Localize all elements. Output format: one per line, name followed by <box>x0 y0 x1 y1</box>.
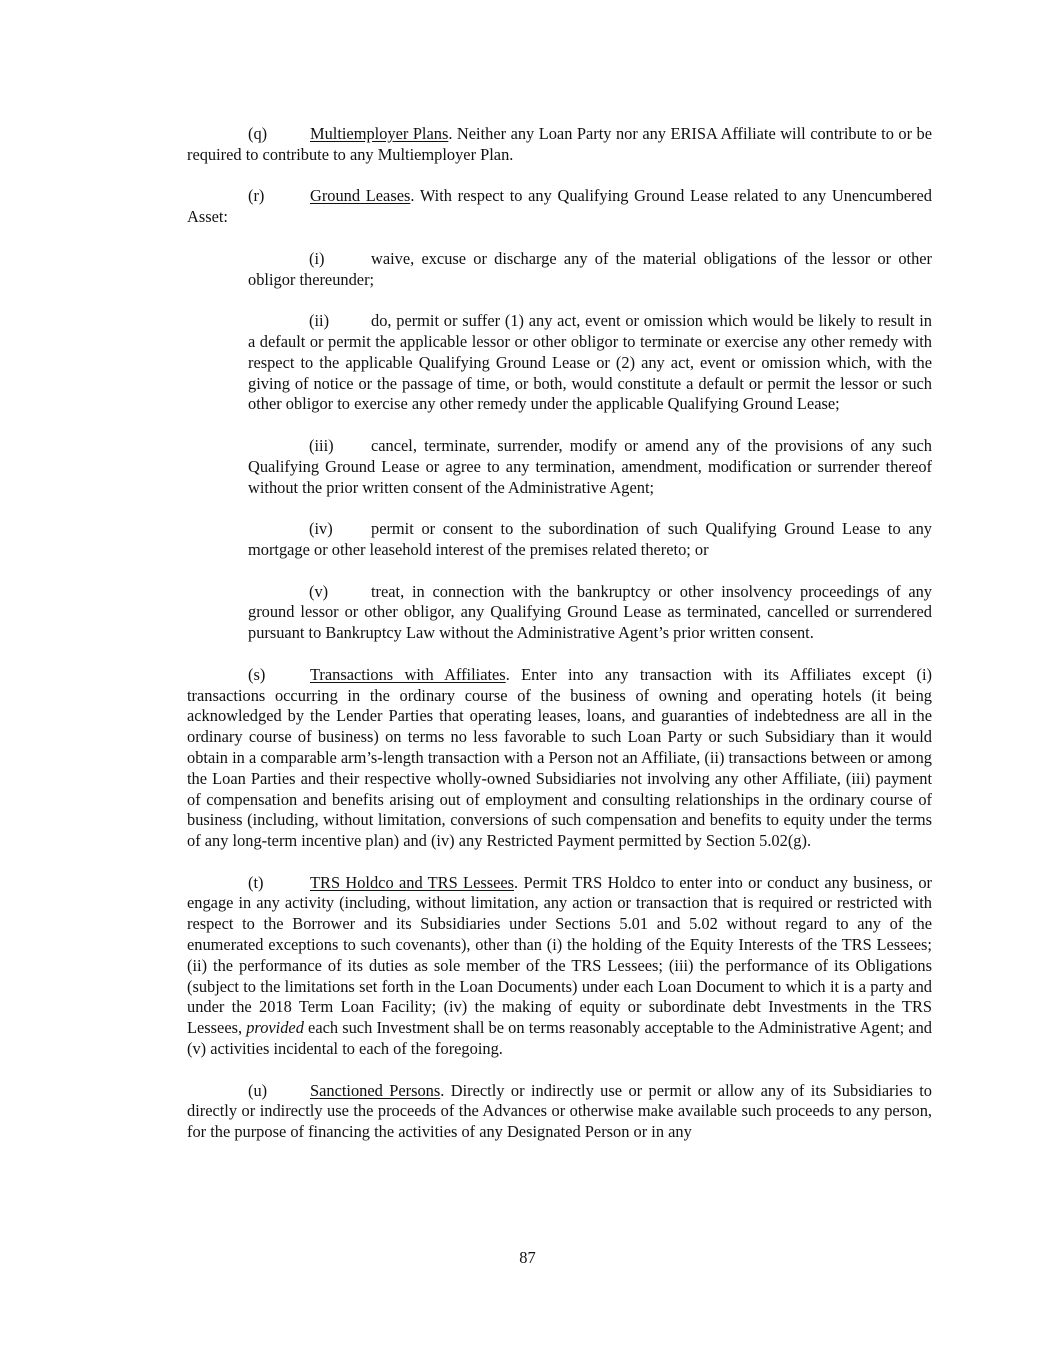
section-s <box>187 665 932 852</box>
page-number: 87 <box>519 1248 536 1267</box>
subsection-label: (ii) <box>309 311 330 331</box>
section-q <box>187 124 932 166</box>
section-text: . Neither any Loan Party nor any ERISA Affiliate will contribute to or be required to contribute to any Multiemployer Plan. <box>187 124 932 164</box>
section-t <box>187 873 932 1060</box>
section-heading: Sanctioned Persons <box>310 1080 441 1100</box>
subsection-text: treat, in connection with the bankruptcy or other insolvency proceedings of any ground lessor or other obligor, any Qualifying Ground Lease as terminated, cancelled or surrendered pursuant to Bankruptcy Law without the Administrative Agent’s prior written consent. <box>248 581 932 643</box>
subsection-iv <box>248 519 932 561</box>
subsection-i <box>248 249 932 291</box>
subsection-label: (v) <box>309 581 329 601</box>
section-heading: TRS Holdco and TRS Lessees <box>310 872 515 892</box>
section-label: (s) <box>248 664 266 684</box>
subsection-label: (iii) <box>309 435 334 455</box>
subsection-label: (iv) <box>309 519 333 539</box>
section-text: . Permit TRS Holdco to enter into or conduct any business, or engage in any activity (including, without limitation, any action or transaction that is required or restricted with respect to the Borrower and its Subsidiaries under Sections 5.01 and 5.02 without regard to any of the enumerated exceptions to such covenants), other than (i) the holding of the Equity Interests of the TRS Lessees; (ii) the performance of its duties as sole member of the TRS Lessees; (iii) the performance of its Obligations (subject to the limitations set forth in the Loan Documents) under each Loan Document to which it is a party and under the 2018 Term Loan Facility; (iv) the making of equity or subordinate debt Investments in the TRS Lessees, <box>187 872 933 1038</box>
subsection-ii <box>248 311 932 415</box>
section-heading: Ground Leases <box>310 186 411 206</box>
section-text: . With respect to any Qualifying Ground Lease related to any Unencumbered Asset: <box>187 186 932 227</box>
emphasis-provided: provided <box>246 1018 304 1038</box>
subsection-text: permit or consent to the subordination of such Qualifying Ground Lease to any mortgage or other leasehold interest of the premises related thereto; or <box>248 519 932 559</box>
subsection-text: waive, excuse or discharge any of the material obligations of the lessor or other obligor thereunder; <box>248 248 932 289</box>
subsection-text: cancel, terminate, surrender, modify or amend any of the provisions of any such Qualifying Ground Lease or agree to any termination, amendment, modification or surrender thereof without the prior written consent of the Administrative Agent; <box>248 435 932 497</box>
section-label: (q) <box>248 124 268 143</box>
section-u <box>187 1081 932 1143</box>
section-text: . Enter into any transaction with its Affiliates except (i) transactions occurring in the ordinary course of the business of owning and operating hotels (it being acknowledged by the Lender Parties that operating leases, loans, and guaranties of indebtedness are all in the ordinary course of business) on terms no less favorable to such Loan Party or such Subsidiary than it would obtain in a comparable arm’s-length transaction with a Person not an Affiliate, (ii) transactions between or among the Loan Parties and their respective wholly-owned Subsidiaries not involving any other Affiliate, (iii) payment of compensation and benefits arising out of employment and consulting relationships in the ordinary course of business (including, without limitation, conversions of such compensation and benefits to equity under the terms of any long-term incentive plan) and (iv) any Restricted Payment permitted by Section 5.02(g). <box>187 664 933 851</box>
section-r <box>187 186 932 228</box>
section-heading: Transactions with Affiliates <box>310 664 506 684</box>
section-heading: Multiemployer Plans <box>310 124 449 143</box>
subsection-iii <box>248 436 932 498</box>
subsection-text: do, permit or suffer (1) any act, event or omission which would be likely to result in a default or permit the applicable lessor or other obligor to terminate or exercise any other remedy with respect to the applicable Qualifying Ground Lease or (2) any act, event or omission which, with the giving of notice or the passage of time, or both, would constitute a default or permit the lessor or such other obligor to exercise any other remedy under the applicable Qualifying Ground Lease; <box>248 311 932 414</box>
subsection-v <box>248 582 932 644</box>
document-page <box>187 124 932 1164</box>
section-label: (r) <box>248 186 265 206</box>
section-label: (t) <box>248 872 264 892</box>
section-text: . Directly or indirectly use or permit or allow any of its Subsidiaries to directly or indirectly use the proceeds of the Advances or otherwise make available such proceeds to any person, for the purpose of financing the activities of any Designated Person or in any <box>187 1080 932 1142</box>
subsection-label: (i) <box>309 248 325 268</box>
section-label: (u) <box>248 1080 268 1100</box>
section-text-continued: each such Investment shall be on terms reasonably acceptable to the Administrative Agent; and (v) activities incidental to each of the foregoing. <box>187 1018 932 1059</box>
